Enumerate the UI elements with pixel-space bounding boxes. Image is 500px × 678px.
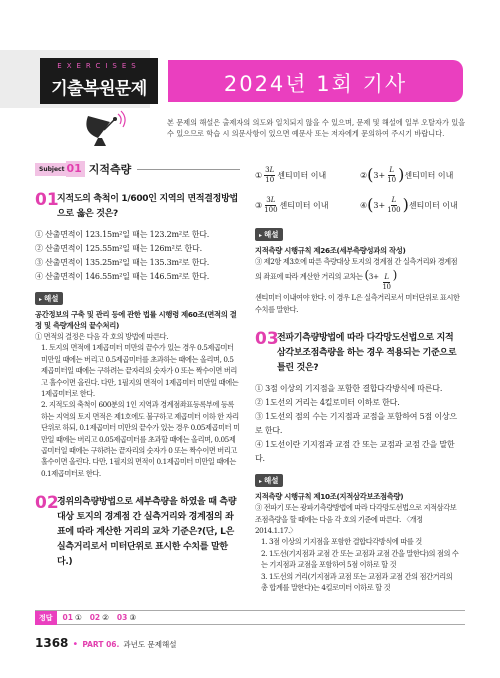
fraction bbox=[387, 166, 396, 185]
q1-options bbox=[35, 228, 240, 284]
option-label: ③ bbox=[255, 200, 263, 210]
explanation-line: 2. 지적도의 축척이 600분의 1인 지역과 경계점좌표등록부에 등록하는 지역의 토지 면적은 제1호에도 불구하고 제곱미터 이하 한 자리 단위로 하되, 0.1제곱미터 미만의 끝수가 있는 경우 0.05제곱미터 미만일 때에는 버리고 0.05제곱미터를 초과할 때에는 올리며, 0.05제곱미터일 때에는 구하려는 끝자리의 숫자가 0 또는 짝수이면 버리고 홀수이면 올린다. 다만, 1필지의 면적이 0.1제곱미터 미만일 때에는 0.1제곱미터로 한다. bbox=[41, 400, 240, 478]
explanation-line: 1. 3점 이상의 기지점을 포함한 결합다각방식에 따를 것 bbox=[261, 537, 422, 547]
paren-open: ( bbox=[367, 165, 374, 184]
fraction-var: L bbox=[270, 195, 276, 204]
answer-strip bbox=[35, 610, 465, 625]
explanation-line: 1. 토지의 면적에 1제곱미터 미만의 끝수가 있는 경우 0.5제곱미터 미만일 때에는 버리고 0.5제곱미터를 초과하는 때에는 올리며, 0.5제곱미터일 때에는 구하려는 끝자리의 숫자가 0 또는 짝수이면 버리고 홀수이면 올린다. 다만, 1필지의 면적이 1제곱미터 미만일 때에는 1제곱미터로 한다. bbox=[41, 343, 239, 399]
paren-close: ) bbox=[402, 195, 409, 214]
option-2[interactable]: ② ( 3 + $\frac{L}{10}$ ) 센티미터 이내 bbox=[360, 165, 454, 184]
explanation-tag: ▸ 해설 bbox=[35, 292, 63, 305]
q2-options-row-1 bbox=[255, 160, 460, 190]
fraction bbox=[264, 196, 277, 215]
answer-item: 02 ② bbox=[89, 613, 109, 622]
explanation-line: ③ 제2항 제3호에 따른 측량대상 토지의 경계점 간 실측거리와 경계점의 좌표에 따라 계산한 거리의 교차는 (3+ $\frac{L}{10}$ ) bbox=[255, 257, 458, 292]
subject-tag: Subject bbox=[35, 163, 66, 176]
fraction bbox=[387, 196, 400, 215]
fraction bbox=[264, 166, 275, 185]
option-coef: 3 bbox=[373, 170, 379, 180]
option-1[interactable]: ① 산출면적이 123.15m²일 때는 123.2m²로 한다. bbox=[35, 230, 210, 239]
answer-tag: 정답 bbox=[35, 611, 57, 625]
fraction-var: L bbox=[389, 165, 394, 174]
right-column bbox=[255, 160, 460, 593]
explanation-tag: ▸ 해설 bbox=[255, 474, 283, 487]
question-3 bbox=[255, 331, 460, 376]
subject-name: 지적측량 bbox=[88, 163, 132, 176]
paren-close: ) bbox=[398, 165, 405, 184]
page-header bbox=[0, 0, 500, 150]
satellite-dish-icon bbox=[80, 108, 130, 148]
option-2[interactable]: ② 1도선의 거리는 4킬로미터 이하로 한다. bbox=[255, 398, 400, 408]
option-unit: 센티미터 이내 bbox=[277, 170, 327, 180]
fraction-den: 100 bbox=[264, 205, 278, 214]
fraction-den: 10 bbox=[265, 175, 275, 184]
page-footer bbox=[35, 636, 177, 650]
option-2[interactable]: ② 산출면적이 125.55m²일 때는 126m²로 한다. bbox=[35, 244, 202, 253]
option-3[interactable]: ③ 1도선의 점의 수는 기지점과 교점을 포함하여 5점 이상으로 한다. bbox=[255, 412, 457, 436]
explanation-heading: 지적측량 시행규칙 제10조(지적삼각보조점측량) bbox=[255, 492, 404, 502]
option-unit: 센티미터 이내 bbox=[408, 200, 458, 210]
option-4[interactable]: ④ 산출면적이 146.55m²일 때는 146.5m²로 한다. bbox=[35, 272, 210, 281]
option-1[interactable] bbox=[255, 166, 355, 185]
q2-options-row-2 bbox=[255, 190, 460, 220]
subject-rule bbox=[137, 169, 240, 170]
option-label: ② bbox=[360, 170, 368, 180]
question-number: 02 bbox=[35, 493, 59, 514]
left-column bbox=[35, 160, 240, 570]
option-coef: 3 bbox=[373, 200, 379, 210]
header-note: 본 문제의 해설은 출제자의 의도와 일치되지 않을 수 있으며, 문제 및 해설에 일부 오탈자가 있을 수 있으므로 학습 시 의문사항이 있으면 예문사 또는 저자에게 문의하여 주시기 바랍니다. bbox=[167, 118, 466, 138]
explanation-line: 3. 1도선의 거리(기지점과 교점 또는 교점과 교점 간의 점간거리의 총 합계를 말한다)는 4킬로미터 이하로 할 것 bbox=[261, 571, 453, 593]
explanation-line: ① 면적의 결정은 다음 각 호의 방법에 따른다. bbox=[35, 332, 169, 341]
option-unit: 센티미터 이내 bbox=[279, 200, 329, 210]
question-text: 지적도의 축척이 1/600인 지역의 면적결정방법으로 옳은 것은? bbox=[57, 194, 238, 219]
explanation-line: ③ 전파기 또는 광파기측량방법에 따라 다각망도선법으로 지적삼각보조점측량을 할 때에는 다음 각 호의 기준에 따른다. 〈개정 2014.1.17.〉 bbox=[255, 503, 457, 536]
option-4[interactable]: ④ 1도선이란 기지점과 교점 간 또는 교점과 교점 간을 말한다. bbox=[255, 440, 455, 464]
explanation-heading: 지적측량 시행규칙 제26조(세부측량성과의 작성) bbox=[255, 246, 406, 255]
fraction-var: L bbox=[391, 195, 397, 204]
option-label: ④ bbox=[360, 200, 368, 210]
answer-item: 01 ① bbox=[62, 613, 82, 622]
fraction-den: 100 bbox=[387, 205, 401, 214]
fraction-var: L bbox=[269, 165, 275, 174]
question-2 bbox=[35, 495, 240, 570]
badge-title: 기출복원문제 bbox=[51, 79, 147, 99]
q3-options bbox=[255, 382, 460, 466]
explanation-line: 센티미터 이내여야 한다. 이 경우 L은 실측거리로서 미터단위로 표시한 수치를 말한다. bbox=[255, 293, 460, 314]
option-1[interactable]: ① 3점 이상의 기지점을 포함한 결합다각방식에 따른다. bbox=[255, 384, 443, 394]
subject-number: 01 bbox=[66, 161, 84, 177]
option-label: ① bbox=[255, 170, 263, 180]
part-label: PART 06. bbox=[82, 640, 120, 649]
option-4[interactable]: ④ ( 3 + $\frac{L}{100}$ ) 센티미터 이내 bbox=[360, 195, 458, 214]
fraction-coef: 3 bbox=[266, 195, 271, 204]
explanation-tag: ▸ 해설 bbox=[255, 228, 283, 241]
option-3[interactable] bbox=[255, 196, 355, 215]
separator-dot: • bbox=[72, 639, 79, 650]
page-number: 1368 bbox=[35, 636, 69, 650]
fraction-den: 10 bbox=[387, 175, 397, 184]
question-number: 01 bbox=[35, 190, 59, 210]
question-text: 전파기측량방법에 따라 다각망도선법으로 지적삼각보조점측량을 하는 경우 적용되는 기준으로 틀린 것은? bbox=[277, 333, 457, 374]
exam-title: 2024년 1회 기사 bbox=[223, 72, 408, 96]
question-number: 03 bbox=[255, 329, 279, 350]
part-name: 과년도 문제해설 bbox=[123, 640, 177, 649]
subject-heading bbox=[35, 160, 240, 178]
option-unit: 센티미터 이내 bbox=[404, 170, 454, 180]
paren-open: ( bbox=[367, 195, 374, 214]
fraction-coef: 3 bbox=[265, 165, 270, 174]
answer-item: 03 ③ bbox=[116, 613, 137, 622]
exercises-label: EXERCISES bbox=[57, 62, 141, 70]
explanation-heading: 공간정보의 구축 및 관리 등에 관한 법률 시행령 제60조(면적의 결정 및 측량계산의 끝수처리) bbox=[35, 310, 237, 330]
question-text: 경위의측량방법으로 세부측량을 하였을 때 측량대상 토지의 경계점 간 실측거리와 경계점의 좌표에 따라 계산한 거리의 교차 기준은?(단, L은 실측거리로서 미터단위로 표시한 수치를 말한다.) bbox=[57, 497, 237, 568]
explanation-line: 2. 1도선(기지점과 교점 간 또는 교점과 교점 간을 말한다)의 점의 수는 기지점과 교점을 포함하여 5점 이하로 할 것 bbox=[261, 548, 459, 570]
question-1 bbox=[35, 192, 240, 222]
option-3[interactable]: ③ 산출면적이 135.25m²일 때는 135.3m²로 한다. bbox=[35, 258, 210, 267]
